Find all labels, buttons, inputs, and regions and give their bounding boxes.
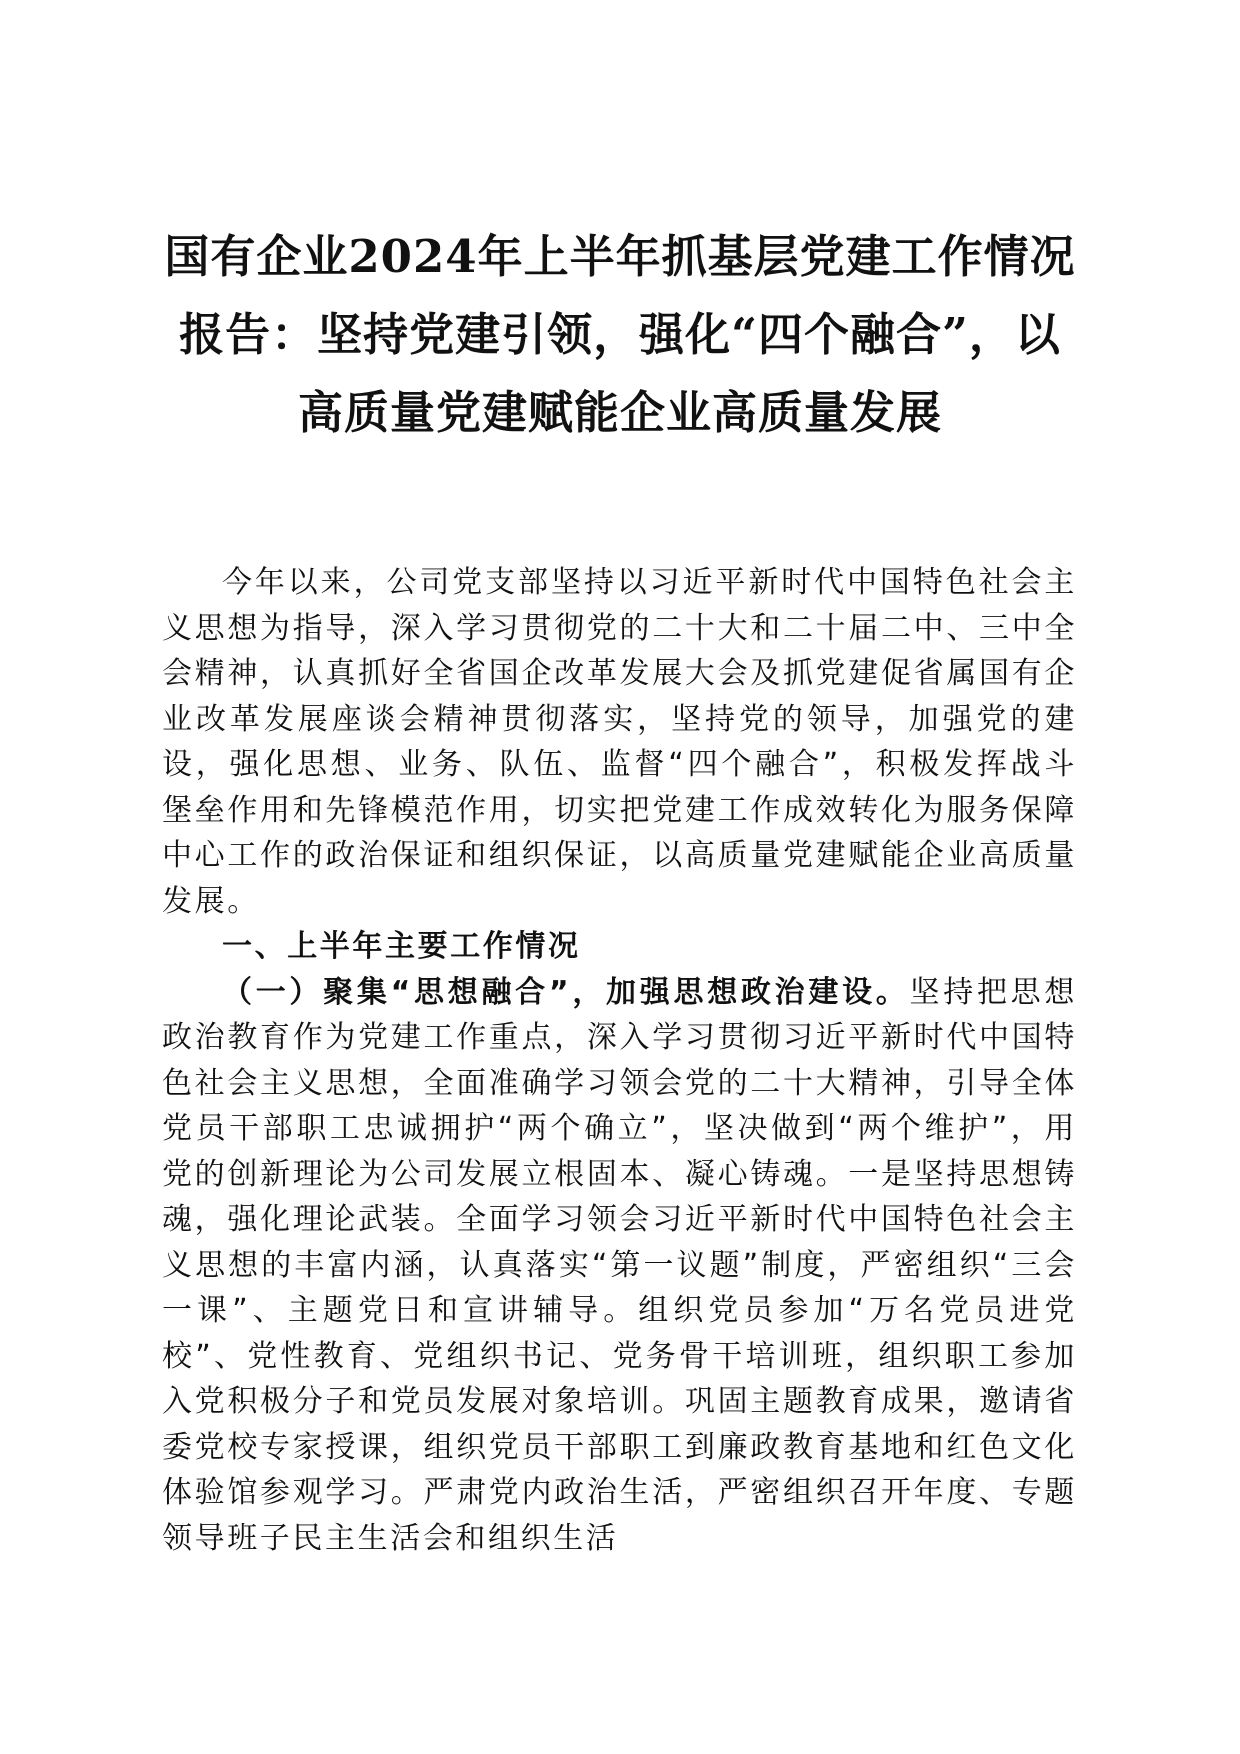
document-title — [150, 218, 1090, 452]
title-line-2: 报告：坚持党建引领，强化“四个融合”，以 — [179, 308, 1061, 361]
title-line-1: 国有企业2024年上半年抓基层党建工作情况 — [164, 230, 1076, 283]
intro-paragraph: 今年以来，公司党支部坚持以习近平新时代中国特色社会主义思想为指导，深入学习贯彻党的二十大和二十届二中、三中全会精神，认真抓好全省国企改革发展大会及抓党建促省属国有企业改革发展座谈会精神贯彻落实，坚持党的领导，加强党的建设，强化思想、业务、队伍、监督“四个融合”，积极发挥战斗堡垒作用和先锋模范作用，切实把党建工作成效转化为服务保障中心工作的政治保证和组织保证，以高质量党建赋能企业高质量发展。 — [162, 565, 1077, 919]
section-heading: 一、上半年主要工作情况 — [222, 929, 581, 964]
subsection-heading: （一）聚集“思想融合”，加强思想政治建设。 — [222, 974, 910, 1010]
section-paragraph — [162, 970, 1077, 1562]
document-body — [162, 560, 1077, 1561]
title-line-3: 高质量党建赋能企业高质量发展 — [297, 386, 942, 439]
subsection-text: 坚持把思想政治教育作为党建工作重点，深入学习贯彻习近平新时代中国特色社会主义思想，全面准确学习领会党的二十大精神，引导全体党员干部职工忠诚拥护“两个确立”，坚决做到“两个维护”，用党的创新理论为公司发展立根固本、凝心铸魂。一是坚持思想铸魂，强化理论武装。全面学习领会习近平新时代中国特色社会主义思想的丰富内涵，认真落实“第一议题”制度，严密组织“三会一课”、主题党日和宣讲辅导。组织党员参加“万名党员进党校”、党性教育、党组织书记、党务骨干培训班，组织职工参加入党积极分子和党员发展对象培训。巩固主题教育成果，邀请省委党校专家授课，组织党员干部职工到廉政教育基地和红色文化体验馆参观学习。严肃党内政治生活，严密组织召开年度、专题领导班子民主生活会和组织生活 — [162, 974, 1077, 1556]
